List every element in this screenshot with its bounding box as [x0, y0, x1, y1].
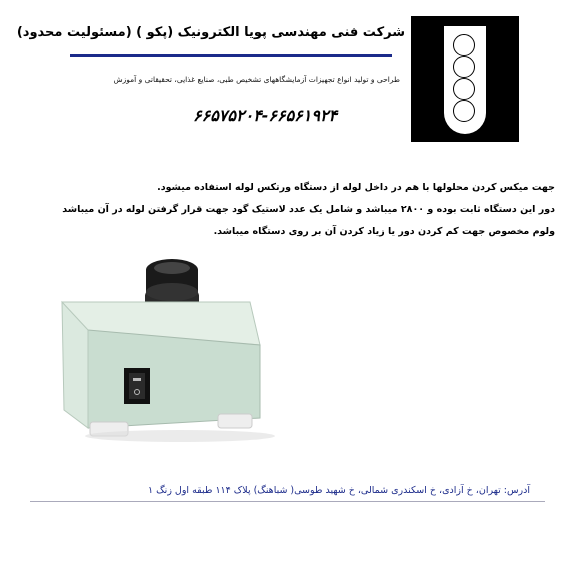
logo-ring	[453, 78, 475, 100]
address-text: آدرس: تهران، خ آزادی، خ اسکندری شمالی، خ شهید طوسی( شباهنگ) پلاک ۱۱۴ طبقه اول زنگ ۱	[148, 485, 530, 496]
logo-ring	[453, 34, 475, 56]
description-line-3: ولوم مخصوص جهت کم کردن دور یا زیاد کردن آن بر روی دستگاه میباشد.	[213, 226, 555, 237]
header-divider	[70, 54, 392, 57]
test-tube-icon	[444, 26, 486, 134]
rubber-cup-knob	[145, 259, 199, 308]
logo-ring	[453, 100, 475, 122]
company-tagline: طراحی و تولید انواع تجهیزات آزمایشگاههای تشخیص طبی، صنایع غذایی، تحقیقاتی و آموزش	[113, 75, 400, 84]
description-line-2: دور این دستگاه ثابت بوده و ۲۸۰۰ میباشد و شامل یک عدد لاستیک گود جهت قرار گرفتن لوله در آن میباشد	[62, 204, 555, 215]
company-logo	[411, 16, 519, 142]
description-line-1: جهت میکس کردن محلولها با هم در داخل لوله از دستگاه ورتکس لوله استفاده میشود.	[157, 182, 555, 193]
phone-number: ۶۶۵۷۵۲۰۴-۶۶۵۶۱۹۲۴	[193, 106, 338, 125]
power-switch-icon	[124, 368, 150, 404]
logo-ring	[453, 56, 475, 78]
address-divider	[30, 501, 545, 502]
company-title: شرکت فنی مهندسی پویا الکترونیک (پکو ) (مسئولیت محدود)	[16, 25, 405, 40]
device-body	[88, 330, 260, 428]
vortex-mixer-image	[60, 250, 290, 450]
